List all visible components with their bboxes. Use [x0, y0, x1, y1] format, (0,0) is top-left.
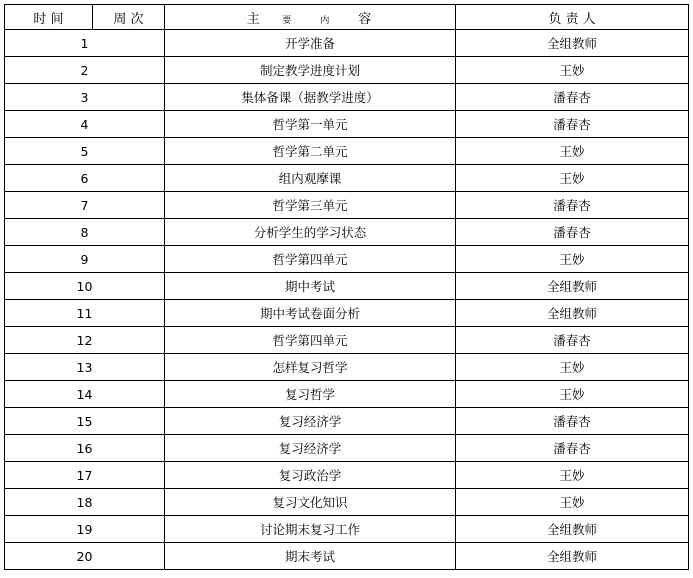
- owner-cell: 全组教师: [456, 516, 689, 543]
- content-cell: 集体备课（据教学进度）: [165, 84, 456, 111]
- week-cell: [5, 327, 165, 354]
- table-row: [5, 138, 689, 165]
- content-cell: 期末考试: [165, 543, 456, 570]
- table-header-row: [5, 5, 689, 30]
- week-number: 18: [76, 494, 93, 510]
- header-content-small-a: 要: [282, 15, 292, 26]
- owner-cell: 王妙: [456, 381, 689, 408]
- week-number: 12: [76, 332, 93, 348]
- week-number: 16: [76, 440, 93, 456]
- table-row: [5, 84, 689, 111]
- owner-cell: 全组教师: [456, 543, 689, 570]
- table-row: [5, 327, 689, 354]
- week-number: 19: [76, 521, 93, 537]
- owner-cell: 王妙: [456, 138, 689, 165]
- week-cell: [5, 219, 165, 246]
- week-number: 13: [76, 359, 93, 375]
- week-cell: [5, 354, 165, 381]
- week-cell: [5, 381, 165, 408]
- header-content-small-b: 内: [320, 15, 330, 26]
- week-number: 7: [80, 197, 89, 213]
- week-cell: [5, 57, 165, 84]
- table-row: [5, 273, 689, 300]
- table-row: [5, 219, 689, 246]
- content-cell: 复习哲学: [165, 381, 456, 408]
- content-cell: 讨论期末复习工作: [165, 516, 456, 543]
- week-cell: [5, 273, 165, 300]
- week-cell: [5, 30, 165, 57]
- content-cell: 复习文化知识: [165, 489, 456, 516]
- week-number: 20: [76, 548, 93, 564]
- table-row: [5, 30, 689, 57]
- week-number: 4: [80, 116, 89, 132]
- table-row: [5, 300, 689, 327]
- owner-cell: 王妙: [456, 489, 689, 516]
- owner-cell: 潘春杏: [456, 219, 689, 246]
- content-cell: 哲学第二单元: [165, 138, 456, 165]
- table-row: [5, 381, 689, 408]
- header-week: 周 次: [93, 5, 165, 30]
- week-number: 1: [80, 35, 89, 51]
- week-number: 15: [76, 413, 93, 429]
- table-row: [5, 516, 689, 543]
- week-number: 3: [80, 89, 89, 105]
- content-cell: 哲学第四单元: [165, 327, 456, 354]
- table-row: [5, 192, 689, 219]
- week-number: 2: [80, 62, 89, 78]
- table-row: [5, 111, 689, 138]
- week-cell: [5, 246, 165, 273]
- week-number: 11: [76, 305, 93, 321]
- schedule-sheet: [4, 4, 689, 570]
- week-cell: [5, 462, 165, 489]
- owner-cell: 潘春杏: [456, 408, 689, 435]
- owner-cell: 潘春杏: [456, 435, 689, 462]
- table-row: [5, 57, 689, 84]
- owner-cell: 王妙: [456, 57, 689, 84]
- owner-cell: 潘春杏: [456, 192, 689, 219]
- week-cell: [5, 165, 165, 192]
- table-row: [5, 435, 689, 462]
- table-row: [5, 462, 689, 489]
- content-cell: 哲学第一单元: [165, 111, 456, 138]
- week-cell: [5, 111, 165, 138]
- content-cell: 复习政治学: [165, 462, 456, 489]
- owner-cell: 王妙: [456, 354, 689, 381]
- header-time: 时 间: [5, 5, 93, 30]
- content-cell: 组内观摩课: [165, 165, 456, 192]
- week-cell: [5, 489, 165, 516]
- content-cell: 期中考试: [165, 273, 456, 300]
- owner-cell: 王妙: [456, 165, 689, 192]
- content-cell: 复习经济学: [165, 408, 456, 435]
- content-cell: 哲学第三单元: [165, 192, 456, 219]
- week-number: 6: [80, 170, 89, 186]
- table-row: [5, 354, 689, 381]
- header-owner: 负 责 人: [456, 5, 689, 30]
- week-cell: [5, 84, 165, 111]
- week-cell: [5, 192, 165, 219]
- owner-cell: 王妙: [456, 246, 689, 273]
- teaching-schedule-table: [4, 4, 689, 570]
- header-content: [165, 5, 456, 30]
- owner-cell: 王妙: [456, 462, 689, 489]
- table-row: [5, 165, 689, 192]
- week-cell: [5, 408, 165, 435]
- table-row: [5, 246, 689, 273]
- table-row: [5, 408, 689, 435]
- week-number: 8: [80, 224, 89, 240]
- owner-cell: 潘春杏: [456, 327, 689, 354]
- content-cell: 怎样复习哲学: [165, 354, 456, 381]
- week-cell: [5, 300, 165, 327]
- content-cell: 期中考试卷面分析: [165, 300, 456, 327]
- content-cell: 哲学第四单元: [165, 246, 456, 273]
- week-cell: [5, 516, 165, 543]
- owner-cell: 全组教师: [456, 273, 689, 300]
- content-cell: 复习经济学: [165, 435, 456, 462]
- week-number: 14: [76, 386, 93, 402]
- owner-cell: 潘春杏: [456, 111, 689, 138]
- content-cell: 开学准备: [165, 30, 456, 57]
- content-cell: 分析学生的学习状态: [165, 219, 456, 246]
- week-cell: [5, 543, 165, 570]
- content-cell: 制定教学进度计划: [165, 57, 456, 84]
- week-number: 9: [80, 251, 89, 267]
- owner-cell: 全组教师: [456, 300, 689, 327]
- table-row: [5, 543, 689, 570]
- owner-cell: 潘春杏: [456, 84, 689, 111]
- week-number: 5: [80, 143, 89, 159]
- week-number: 17: [76, 467, 93, 483]
- header-content-suffix: 容: [358, 11, 374, 27]
- week-cell: [5, 138, 165, 165]
- week-number: 10: [76, 278, 93, 294]
- table-row: [5, 489, 689, 516]
- header-content-prefix: 主: [246, 11, 262, 27]
- week-cell: [5, 435, 165, 462]
- owner-cell: 全组教师: [456, 30, 689, 57]
